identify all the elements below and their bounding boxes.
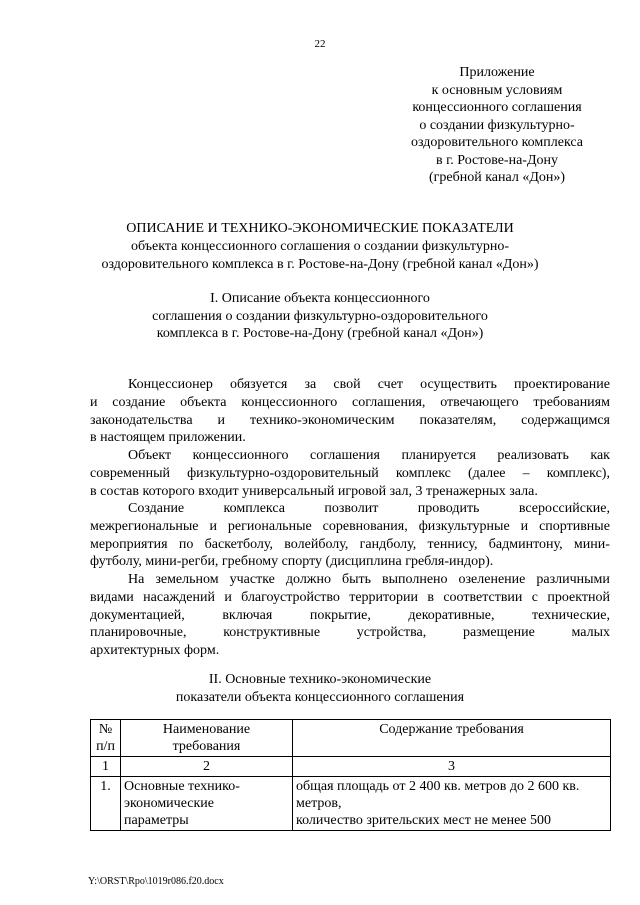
appendix-line: в г. Ростове-на-Дону: [435, 152, 559, 168]
index-cell: 2: [121, 757, 293, 777]
paragraph-1: [90, 376, 610, 447]
table-header-row: [91, 720, 611, 757]
text-line: межрегиональные и региональные соревнования, физкультурные и спортивные: [90, 518, 610, 534]
text-line: На земельном участке должно быть выполнено озеленение различными: [128, 572, 610, 587]
section-heading-line: II. Основные технико-экономические: [208, 672, 432, 687]
appendix-line: о создании физкультурно-: [419, 117, 575, 133]
appendix-line: Приложение: [459, 65, 535, 80]
text-line: законодательства и технико-экономическим показателям, содержащимся: [90, 412, 610, 428]
title-line: объекта концессионного соглашения о создании физкультурно-: [131, 239, 509, 254]
text-line: архитектурных форм.: [90, 643, 220, 659]
paragraph-2: [90, 447, 610, 500]
table-index-row: [91, 757, 611, 777]
text-line: мероприятия по баскетболу, волейболу, гандболу, теннису, бадминтону, мини-: [90, 536, 610, 552]
text-line: и создание объекта концессионного соглашения, отвечающего требованиям: [90, 394, 610, 410]
appendix-line: оздоровительного комплекса: [410, 135, 584, 150]
row-number-cell: 1.: [91, 777, 121, 831]
section-heading-line: соглашения о создании физкультурно-оздоровительного: [152, 308, 488, 324]
appendix-line: (гребной канал «Дон»): [428, 170, 566, 185]
text-line: Создание комплекса позволит проводить всероссийские,: [128, 501, 610, 516]
appendix-line: к основным условиям: [431, 82, 563, 98]
section-1-heading: [60, 290, 580, 343]
text-line: в настоящем приложении.: [90, 430, 246, 446]
row-name-cell: Основные технико- экономические параметры: [121, 777, 293, 831]
header-cell-name: Наименование требования: [121, 720, 293, 757]
footer-file-path: Y:\ORST\Rpo\1019r086.f20.docx: [88, 876, 224, 887]
paragraph-3: [90, 500, 610, 571]
section-heading-line: комплекса в г. Ростове-на-Дону (гребной канал «Дон»): [156, 326, 484, 341]
text-line: Концессионер обязуется за свой счет осуществить проектирование: [128, 377, 610, 392]
title-line: оздоровительного комплекса в г. Ростове-на-Дону (гребной канал «Дон»): [101, 257, 539, 272]
paragraph-4: [90, 571, 610, 660]
table-row: [91, 777, 611, 831]
header-cell-content: Содержание требования: [293, 720, 611, 757]
section-heading-line: показатели объекта концессионного соглашения: [175, 690, 465, 705]
row-content-cell: общая площадь от 2 400 кв. метров до 2 600 кв. метров, количество зрительских мест не менее 500: [293, 777, 611, 831]
title-line: ОПИСАНИЕ И ТЕХНИКО-ЭКОНОМИЧЕСКИЕ ПОКАЗАТЕЛИ: [126, 221, 514, 236]
header-cell-number: № п/п: [91, 720, 121, 757]
text-line: современный физкультурно-оздоровительный комплекс (далее – комплекс),: [90, 465, 610, 481]
section-2-heading: [60, 671, 580, 707]
text-line: Объект концессионного соглашения планируется реализовать как: [128, 448, 610, 463]
appendix-line: концессионного соглашения: [412, 100, 582, 115]
requirements-table: [90, 719, 611, 831]
index-cell: 3: [293, 757, 611, 777]
document-title: [60, 220, 580, 274]
text-line: футболу, мини-регби, гребному спорту (дисциплина гребля-индор).: [90, 554, 494, 570]
text-line: планировочные, конструктивные устройства, размещение малых: [90, 625, 610, 641]
text-line: видами насаждений и благоустройство территории в соответствии с проектной: [90, 589, 610, 605]
section-heading-line: I. Описание объекта концессионного: [210, 291, 430, 306]
page-number: 22: [314, 38, 326, 50]
text-line: документацией, включая покрытие, декоративные, технические,: [90, 607, 610, 623]
appendix-caption: [393, 64, 601, 187]
text-line: в состав которого входит универсальный игровой зал, 3 тренажерных зала.: [90, 483, 538, 499]
index-cell: 1: [91, 757, 121, 777]
